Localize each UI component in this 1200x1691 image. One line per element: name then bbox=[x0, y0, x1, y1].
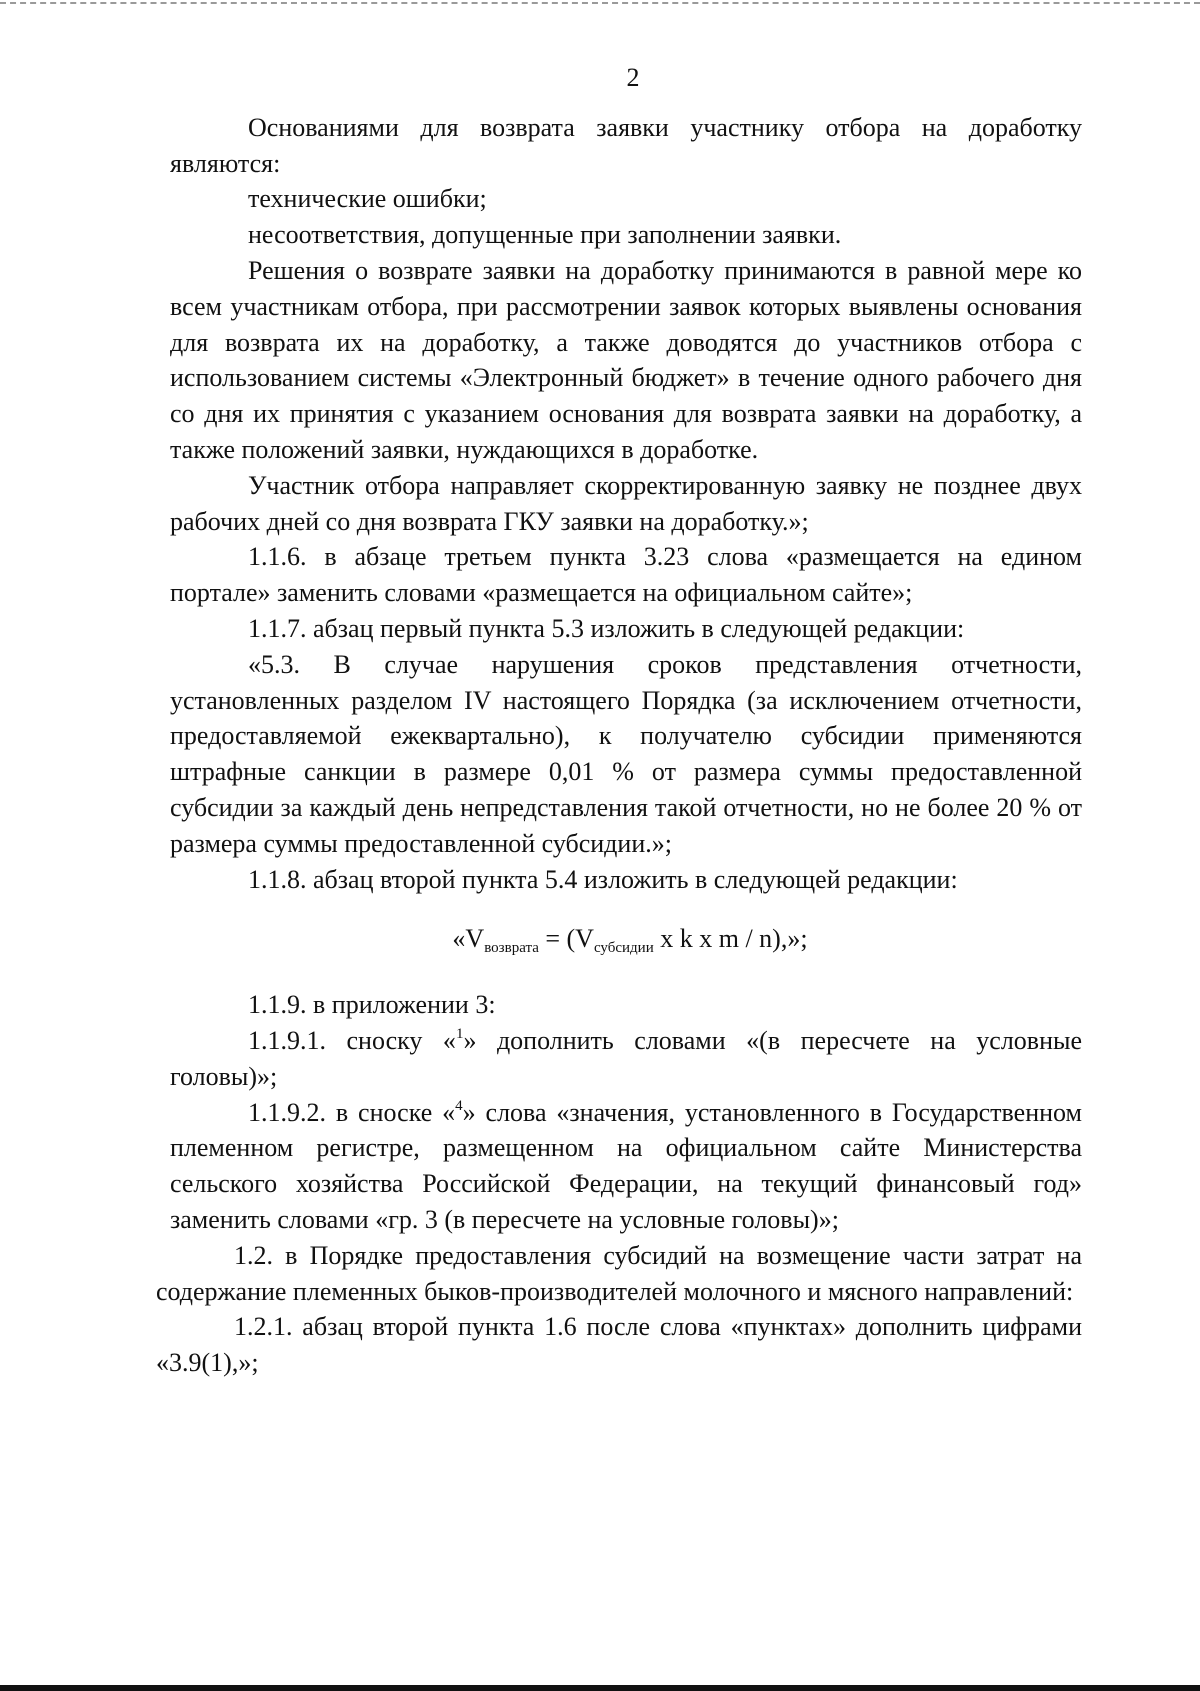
footnote-4-after: слова «значения, установленного в Государственном племенном регистре, размещенном на официальном сайте Министерства сельского хозяйства Российской Федерации, на текущий финансовый год» заменить словами «гр. 3 (в пересчете на условные головы)»; bbox=[170, 1097, 1082, 1234]
footnote-1-before: 1.1.9.1. сноску « bbox=[248, 1025, 456, 1055]
footnote-4-close: » bbox=[462, 1097, 476, 1127]
paragraph-return-decisions: Решения о возврате заявки на доработку принимаются в равной мере ко всем участникам отбора, при рассмотрении заявок которых выявлены основания для возврата их на доработку, а также доводятся до участников отбора с использованием системы «Электронный бюджет» в течение одного рабочего дня со дня их принятия с указанием основания для возврата заявки на доработку, а также положений заявки, нуждающихся в доработке. bbox=[170, 255, 1082, 464]
paragraph-item-1-1-9-1 bbox=[170, 1023, 1082, 1095]
paragraph-item-1-2: 1.2. в Порядке предоставления субсидий на возмещение части затрат на содержание племенных быков-производителей молочного и мясного направлений: bbox=[156, 1240, 1082, 1306]
paragraph-item-5-3-text: «5.3. В случае нарушения сроков представления отчетности, установленных разделом IV настоящего Порядка (за исключением отчетности, предоставляемой ежеквартально), к получателю субсидии применяются штрафные санкции в размере 0,01 % от размера суммы предоставленной субсидии за каждый день непредставления такой отчетности, но не более 20 % от размера суммы предоставленной субсидии.»; bbox=[170, 649, 1082, 858]
paragraph-item-1-1-8: 1.1.8. абзац второй пункта 5.4 изложить в следующей редакции: bbox=[248, 864, 958, 894]
footnote-mark-1: 1 bbox=[455, 1025, 464, 1042]
document-page bbox=[156, 60, 1082, 1381]
formula-subscript-subsidy: субсидии bbox=[593, 940, 654, 957]
paragraph-item-1-2-1: 1.2.1. абзац второй пункта 1.6 после слова «пунктах» дополнить цифрами «3.9(1),»; bbox=[156, 1312, 1082, 1378]
formula-middle: = (V bbox=[538, 924, 594, 954]
paragraph-item-1-1-9: 1.1.9. в приложении 3: bbox=[248, 990, 496, 1020]
scan-top-edge bbox=[0, 2, 1200, 4]
formula-tail: x k x m / n),»; bbox=[653, 924, 808, 954]
paragraph-item-1-1-7: 1.1.7. абзац первый пункта 5.3 изложить в следующей редакции: bbox=[248, 613, 965, 643]
page-number: 2 bbox=[626, 63, 640, 92]
footnote-mark-4: 4 bbox=[455, 1097, 463, 1114]
formula-return-volume bbox=[170, 921, 1082, 957]
footnote-1-after: » дополнить словами «(в пересчете на условные головы)»; bbox=[170, 1025, 1082, 1091]
paragraph-item-1-1-6: 1.1.6. в абзаце третьем пункта 3.23 слова «размещается на едином портале» заменить словами «размещается на официальном сайте»; bbox=[170, 542, 1082, 608]
paragraph-technical-errors: технические ошибки; bbox=[248, 184, 487, 214]
formula-open: «V bbox=[452, 924, 485, 954]
paragraph-item-1-1-9-2 bbox=[170, 1095, 1082, 1238]
formula-subscript-return: возврата bbox=[484, 940, 539, 957]
paragraph-inconsistencies: несоответствия, допущенные при заполнении заявки. bbox=[248, 220, 842, 250]
footnote-4-before: 1.1.9.2. в сноске « bbox=[248, 1097, 456, 1127]
paragraph-return-grounds: Основаниями для возврата заявки участнику отбора на доработку являются: bbox=[170, 112, 1082, 178]
paragraph-corrected-application: Участник отбора направляет скорректированную заявку не позднее двух рабочих дней со дня возврата ГКУ заявки на доработку.»; bbox=[170, 470, 1082, 536]
scan-bottom-edge bbox=[0, 1685, 1200, 1691]
